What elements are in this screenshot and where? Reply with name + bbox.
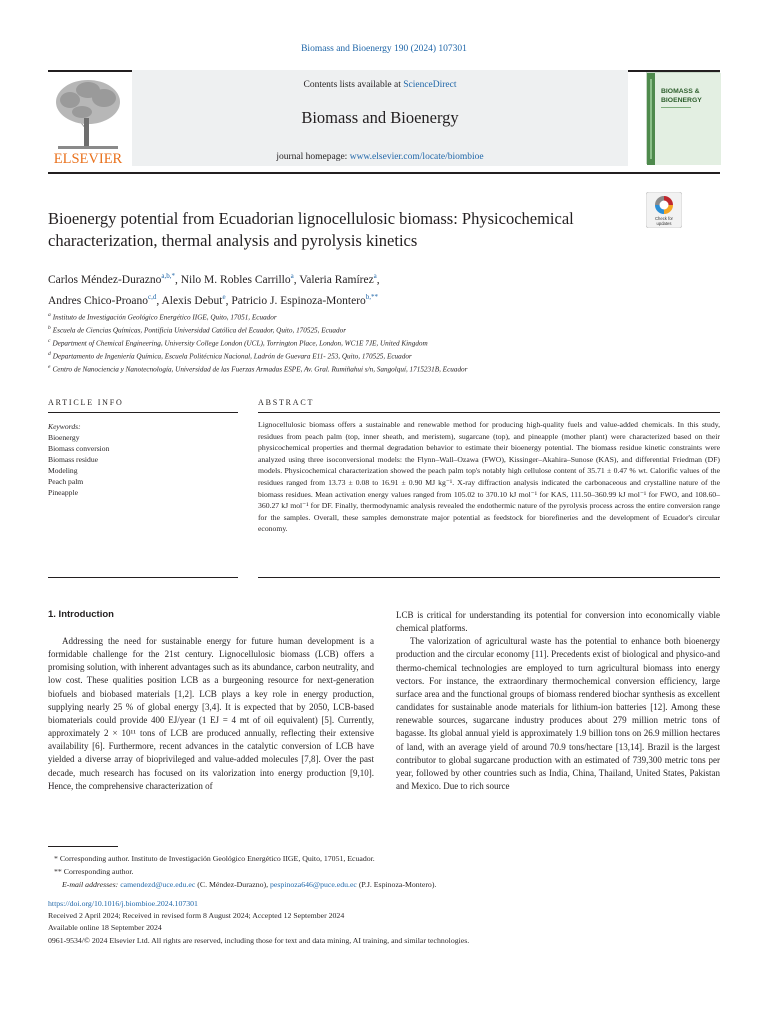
elsevier-tree-icon (48, 74, 128, 166)
sciencedirect-link[interactable]: ScienceDirect (403, 80, 457, 90)
author-affiliation-marker[interactable]: e (222, 292, 226, 301)
footnote-rule (48, 846, 118, 847)
affiliation-label: c (48, 337, 51, 344)
abstract-heading: ABSTRACT (258, 398, 315, 407)
homepage-prefix: journal homepage: (276, 152, 350, 162)
affiliation-text: Department of Chemical Engineering, University College London (UCL), Torrington Place, London, WC1E 7JE, United Kingdom (52, 339, 428, 348)
keyword: Peach palm (48, 477, 84, 486)
author-name[interactable]: Valeria Ramírez (299, 273, 374, 286)
affiliation-line (48, 349, 708, 362)
affiliation-line (48, 336, 708, 349)
author-name[interactable]: Andres Chico-Proano (48, 294, 148, 307)
author-affiliation-marker[interactable]: a (373, 272, 377, 280)
affiliation-label: a (48, 312, 51, 318)
author-separator: , (174, 273, 181, 286)
author-affiliation-marker[interactable]: a (290, 272, 294, 280)
contents-prefix: Contents lists available at (303, 80, 404, 90)
elsevier-logo[interactable] (48, 74, 128, 166)
svg-text:BIOMASS &: BIOMASS & (661, 88, 700, 95)
body-column-left (48, 635, 374, 793)
affiliation-text: Centro de Nanociencia y Nanotecnología, Universidad de las Fuerzas Armadas ESPE, Av. Gral. Rumiñahui s/n, Sangolquí, 1715231B, Ecuador (52, 364, 468, 373)
publisher-name: ELSEVIER (53, 151, 123, 166)
email-link[interactable]: pespinoza646@puce.edu.ec (270, 880, 357, 889)
corresponding-author-note: ** Corresponding author. (54, 867, 134, 876)
article-title: Bioenergy potential from Ecuadorian lignocellulosic biomass: Physicochemical characterization, thermal analysis and pyrolysis kinetics (48, 209, 574, 250)
affiliations (48, 310, 708, 374)
keyword: Biomass residue (48, 455, 98, 464)
affiliation-text: Escuela de Ciencias Químicas, Pontificia Universidad Católica del Ecuador, Quito, 170525, Ecuador (52, 326, 347, 335)
keyword: Biomass conversion (48, 444, 110, 453)
affiliation-label: b (48, 324, 51, 331)
email-link[interactable]: camendezd@uce.edu.ec (120, 880, 196, 889)
keyword: Bioenergy (48, 433, 80, 442)
affiliation-label: d (48, 350, 51, 357)
keyword: Modeling (48, 466, 78, 475)
author-affiliation-marker[interactable]: c,d (147, 292, 157, 301)
email-label: E-mail addresses: (62, 880, 121, 889)
cover-thumbnail-icon (647, 73, 721, 165)
article-info-rule (48, 412, 238, 413)
available-online: Available online 18 September 2024 (48, 923, 162, 933)
masthead-bottom-rule (48, 172, 720, 174)
email-addresses (48, 878, 728, 891)
keywords-label: Keywords: (48, 422, 81, 431)
abstract-rule (258, 412, 720, 413)
homepage-line (132, 152, 628, 162)
svg-text:Check for: Check for (655, 216, 673, 221)
journal-reference[interactable]: Biomass and Bioenergy 190 (2024) 107301 (301, 44, 467, 54)
body-paragraph: The valorization of agricultural waste has the potential to enhance both bioenergy production and the circular economy [11]. Precedents exist of biological and physico-and thermo-chemical technologies are employed to turn agricultural biomass into energy vectors. For instance, the extraordinary thermochemical conversion efficiency, large surface area and the functional groups of biomass rendered biochar synthesis as excellent candidates for sustainable anode materials for lithium-ion batteries [12]. Among these renewable sources, sugarcane industry produces about 279 million metric tons of bagasse. Its global annual yield is approximately 1.9 billion tons on 26.9 million hectares of land, with an average yield of around 70.9 tons/hectare [13,14]. Brazil is the largest contributor to global sugarcane production with an estimated of 739,300 metric tons per year, followed by other countries such as India, China, Thailand, United States, Pakistan and Mexico. Due to rich source (396, 636, 720, 792)
journal-title[interactable]: Biomass and Bioenergy (301, 108, 459, 127)
author-list (48, 268, 688, 310)
svg-text:BIOENERGY: BIOENERGY (661, 97, 702, 104)
author-separator: , (376, 273, 380, 286)
abstract-bottom-rule (258, 577, 720, 578)
author-name[interactable]: Nilo M. Robles Carrillo (180, 273, 291, 286)
abstract-text: Lignocellulosic biomass offers a sustainable and renewable method for producing high-quality fuels and value-added chemicals. In this study, residues from peach palm (top, inner sheath, and meristem), sugarcane (top), and pineapple (mother plant) were characterized based on their physicochemical properties and thermal degradation behavior to estimate their bioenergy potential. The biomass residue kinetic constraints were analyzed using three isoconversional models: the Flynn–Wall–Ozawa (FWO), Kissinger–Akahira–Sunose (KAS), and differential Friedman (DF) models. Physicochemical characterization showed the peach palm top's notably high cellulose content of 35.71 ± 0.47 % wt. Calorific values of the residues ranged from 13.73 ± 0.08 to 16.91 ± 0.90 MJ kg⁻¹. X-ray diffraction analysis indicated the carbonaceous and crystalline nature of the biomass residues. Mean activation energy values ranged from 105.02 to 370.10 kJ mol⁻¹ for KAS, 111.50–360.99 kJ mol⁻¹ for FWO, and 108.60–360.27 kJ mol⁻¹ for DF. Finally, thermodynamic analysis revealed the endothermic nature of the pyrolysis process across the entire conversion range for the samples. Overall, these samples demonstrate major potential as feedstock for biorefineries and the development of Ecuador's circular economy. (258, 420, 720, 534)
author-name[interactable]: Carlos Méndez-Durazno (48, 273, 162, 286)
body-column-right (396, 609, 720, 793)
body-paragraph: LCB is critical for understanding its potential for conversion into economically viable chemical platforms. (396, 610, 720, 634)
journal-cover-image[interactable] (646, 72, 720, 164)
footnotes (48, 852, 728, 891)
email-owner: (C. Méndez-Durazno), (195, 880, 271, 889)
author-affiliation-marker[interactable]: a,b,* (161, 272, 175, 280)
author-name[interactable]: Patricio J. Espinoza-Montero (231, 294, 366, 307)
copyright: 0961-9534/© 2024 Elsevier Ltd. All rights are reserved, including those for text and data mining, AI training, and similar technologies. (48, 935, 470, 945)
email-owner: (P.J. Espinoza-Montero). (356, 880, 437, 889)
contents-line (132, 80, 628, 90)
publication-info (48, 898, 728, 947)
received-dates: Received 2 April 2024; Received in revised form 8 August 2024; Accepted 12 September 2024 (48, 911, 345, 921)
journal-masthead (132, 70, 628, 166)
introduction-heading: 1. Introduction (48, 609, 114, 620)
author-affiliation-marker[interactable]: b,** (365, 292, 379, 301)
corresponding-author-note: * Corresponding author. Instituto de Investigación Geológico Energético IIGE, Quito, 17051, Ecuador. (54, 854, 375, 863)
author-separator: , (225, 294, 232, 307)
article-info-heading: ARTICLE INFO (48, 398, 124, 407)
check-updates-icon (646, 192, 682, 228)
article-info-bottom-rule (48, 577, 238, 578)
keywords-block (48, 421, 238, 498)
affiliation-line (48, 362, 708, 375)
svg-text:updates: updates (656, 221, 672, 226)
affiliation-text: Instituto de Investigación Geológico Energético IIGE, Quito, 17051, Ecuador (52, 313, 277, 322)
author-separator: , (156, 294, 162, 307)
author-name[interactable]: Alexis Debut (161, 294, 223, 307)
homepage-link[interactable]: www.elsevier.com/locate/biombioe (349, 152, 484, 162)
affiliation-text: Departamento de Ingeniería Química, Escuela Politécnica Nacional, Ladrón de Guevara E11- 253, Quito, 170525, Ecuador (52, 352, 412, 361)
keyword: Pineapple (48, 488, 78, 497)
author-separator: , (293, 273, 300, 286)
check-for-updates-button[interactable] (646, 192, 682, 228)
affiliation-line (48, 323, 708, 336)
affiliation-line (48, 310, 708, 323)
body-paragraph: Addressing the need for sustainable energy for future human development is a formidable challenge for the 21st century. Lignocellulosic biomass (LCB) offers a promising solution, with inherent advantages such as its abundance, carbon neutrality, and low cost. These qualities position LCB as a burgeoning resource for next-generation biofuels and biobased materials [1,2]. LCB plays a key role in energy production, supplying nearly 25 % of global energy [3,4]. It is expected that by 2050, LCB-based biomaterials could provide 400 EJ/year (1 EJ = 4 mt of oil equivalent) [5]. Currently, approximately 2 × 10¹¹ tons of LCB are produced annually, reflecting their extensive availability [6]. Furthermore, recent advances in the catalytic conversion of LCB have yielded a diverse array of bioprivileged and value-added molecules [7,8]. Over the past decade, much research has focused on its valorization into energy production [9,10]. Hence, the comprehensive characterization of (48, 636, 374, 791)
doi-link[interactable]: https://doi.org/10.1016/j.biombioe.2024.107301 (48, 899, 198, 908)
affiliation-label: e (48, 363, 51, 370)
